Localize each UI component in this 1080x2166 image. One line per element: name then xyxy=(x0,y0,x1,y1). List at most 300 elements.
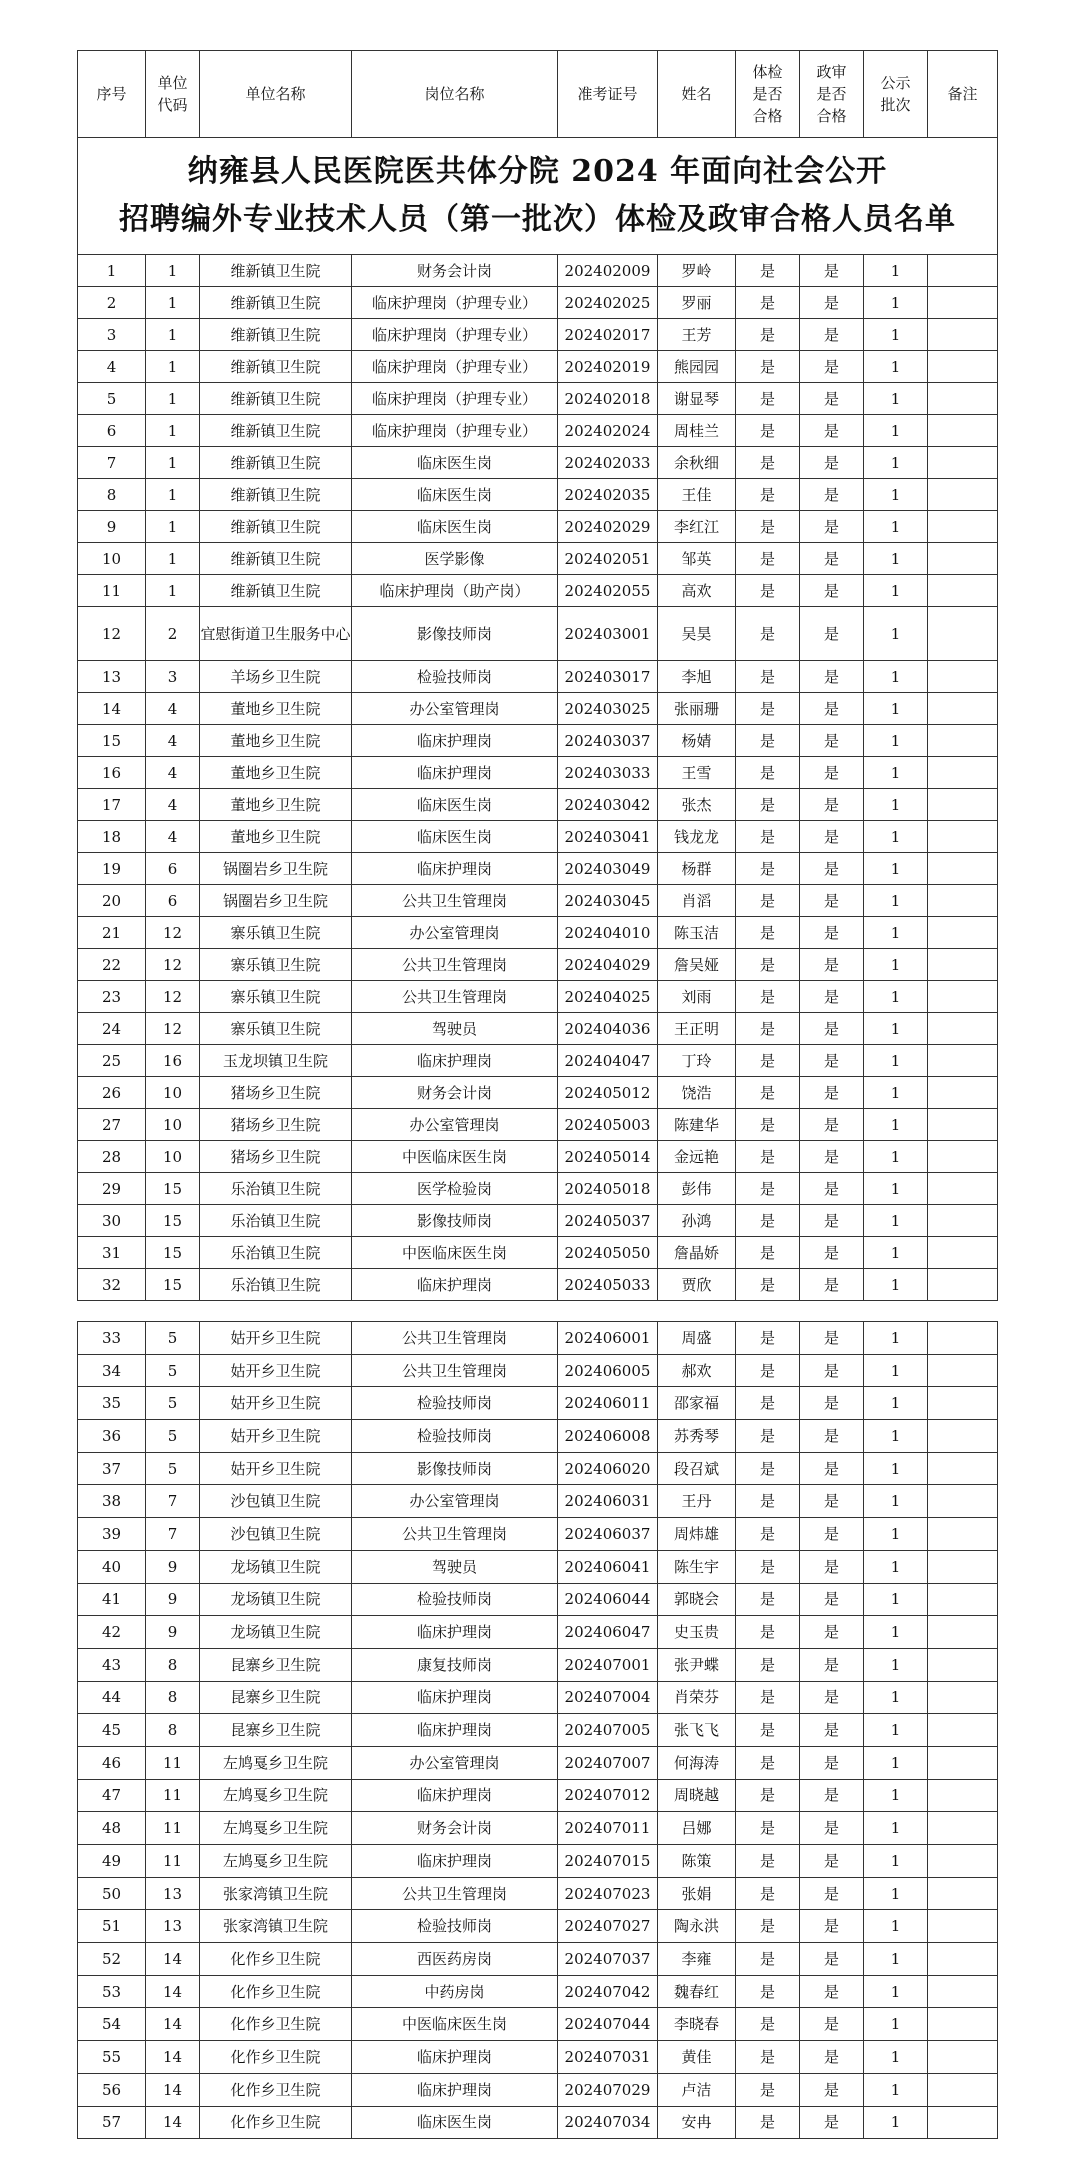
cell-unit-name: 化作乡卫生院 xyxy=(200,2008,352,2041)
cell-batch: 1 xyxy=(864,853,928,885)
cell-remarks xyxy=(928,885,998,917)
cell-unit-code: 15 xyxy=(146,1269,200,1301)
cell-unit-code: 5 xyxy=(146,1322,200,1355)
cell-unit-name: 姑开乡卫生院 xyxy=(200,1420,352,1453)
cell-unit-code: 4 xyxy=(146,757,200,789)
cell-post-name: 财务会计岗 xyxy=(352,255,558,287)
table-row xyxy=(78,757,998,789)
cell-exam-id: 202406020 xyxy=(558,1452,658,1485)
cell-unit-name: 左鸠戛乡卫生院 xyxy=(200,1779,352,1812)
column-header-post-name: 岗位名称 xyxy=(352,51,558,138)
cell-person-name: 高欢 xyxy=(658,575,736,607)
cell-political-review: 是 xyxy=(800,1141,864,1173)
cell-unit-code: 4 xyxy=(146,789,200,821)
cell-batch: 1 xyxy=(864,1109,928,1141)
cell-physical-exam: 是 xyxy=(736,1354,800,1387)
cell-political-review: 是 xyxy=(800,1452,864,1485)
cell-unit-code: 1 xyxy=(146,383,200,415)
cell-physical-exam: 是 xyxy=(736,351,800,383)
cell-person-name: 安冉 xyxy=(658,2106,736,2139)
cell-unit-code: 10 xyxy=(146,1141,200,1173)
cell-physical-exam: 是 xyxy=(736,1269,800,1301)
cell-person-name: 张杰 xyxy=(658,789,736,821)
cell-exam-id: 202403033 xyxy=(558,757,658,789)
cell-unit-code: 9 xyxy=(146,1616,200,1649)
cell-exam-id: 202406047 xyxy=(558,1616,658,1649)
cell-political-review: 是 xyxy=(800,1173,864,1205)
cell-physical-exam: 是 xyxy=(736,1077,800,1109)
cell-unit-name: 维新镇卫生院 xyxy=(200,287,352,319)
cell-exam-id: 202403042 xyxy=(558,789,658,821)
cell-unit-code: 1 xyxy=(146,415,200,447)
cell-remarks xyxy=(928,1237,998,1269)
cell-person-name: 魏春红 xyxy=(658,1975,736,2008)
cell-post-name: 检验技师岗 xyxy=(352,1583,558,1616)
cell-seq: 20 xyxy=(78,885,146,917)
cell-exam-id: 202405037 xyxy=(558,1205,658,1237)
cell-unit-code: 4 xyxy=(146,725,200,757)
cell-physical-exam: 是 xyxy=(736,949,800,981)
cell-person-name: 彭伟 xyxy=(658,1173,736,1205)
cell-unit-name: 寨乐镇卫生院 xyxy=(200,949,352,981)
cell-unit-name: 锅圈岩乡卫生院 xyxy=(200,885,352,917)
cell-batch: 1 xyxy=(864,1648,928,1681)
cell-person-name: 张娟 xyxy=(658,1877,736,1910)
cell-physical-exam: 是 xyxy=(736,1173,800,1205)
cell-unit-code: 13 xyxy=(146,1877,200,1910)
title-block xyxy=(78,138,998,255)
cell-exam-id: 202407023 xyxy=(558,1877,658,1910)
table-body-2 xyxy=(78,1322,998,2139)
cell-batch: 1 xyxy=(864,543,928,575)
table-row xyxy=(78,1387,998,1420)
cell-physical-exam: 是 xyxy=(736,479,800,511)
table-row xyxy=(78,1550,998,1583)
cell-unit-code: 5 xyxy=(146,1420,200,1453)
cell-person-name: 吴昊 xyxy=(658,607,736,661)
cell-remarks xyxy=(928,981,998,1013)
cell-unit-name: 左鸠戛乡卫生院 xyxy=(200,1845,352,1878)
cell-remarks xyxy=(928,543,998,575)
cell-exam-id: 202402018 xyxy=(558,383,658,415)
cell-post-name: 临床护理岗 xyxy=(352,1681,558,1714)
table-row xyxy=(78,1237,998,1269)
column-header-batch: 公示 批次 xyxy=(864,51,928,138)
cell-batch: 1 xyxy=(864,917,928,949)
cell-post-name: 财务会计岗 xyxy=(352,1812,558,1845)
cell-political-review: 是 xyxy=(800,757,864,789)
cell-person-name: 陈生宇 xyxy=(658,1550,736,1583)
cell-person-name: 李晓春 xyxy=(658,2008,736,2041)
cell-physical-exam: 是 xyxy=(736,1045,800,1077)
cell-post-name: 临床护理岗 xyxy=(352,2073,558,2106)
cell-unit-name: 维新镇卫生院 xyxy=(200,255,352,287)
cell-person-name: 卢洁 xyxy=(658,2073,736,2106)
cell-remarks xyxy=(928,853,998,885)
cell-physical-exam: 是 xyxy=(736,1746,800,1779)
cell-seq: 31 xyxy=(78,1237,146,1269)
cell-post-name: 办公室管理岗 xyxy=(352,1746,558,1779)
cell-exam-id: 202404029 xyxy=(558,949,658,981)
cell-person-name: 罗岭 xyxy=(658,255,736,287)
cell-person-name: 丁玲 xyxy=(658,1045,736,1077)
cell-unit-code: 14 xyxy=(146,2041,200,2074)
cell-physical-exam: 是 xyxy=(736,1877,800,1910)
cell-batch: 1 xyxy=(864,1141,928,1173)
roster-page-2 xyxy=(77,1321,997,2139)
cell-exam-id: 202406031 xyxy=(558,1485,658,1518)
table-row xyxy=(78,1452,998,1485)
cell-batch: 1 xyxy=(864,1205,928,1237)
cell-exam-id: 202403037 xyxy=(558,725,658,757)
cell-unit-name: 乐治镇卫生院 xyxy=(200,1205,352,1237)
cell-remarks xyxy=(928,821,998,853)
table-row xyxy=(78,1910,998,1943)
cell-political-review: 是 xyxy=(800,917,864,949)
cell-person-name: 王丹 xyxy=(658,1485,736,1518)
cell-physical-exam: 是 xyxy=(736,511,800,543)
cell-seq: 52 xyxy=(78,1943,146,1976)
table-row xyxy=(78,255,998,287)
cell-political-review: 是 xyxy=(800,351,864,383)
cell-exam-id: 202403017 xyxy=(558,661,658,693)
cell-batch: 1 xyxy=(864,255,928,287)
cell-post-name: 驾驶员 xyxy=(352,1550,558,1583)
cell-seq: 26 xyxy=(78,1077,146,1109)
cell-exam-id: 202406001 xyxy=(558,1322,658,1355)
cell-exam-id: 202406037 xyxy=(558,1518,658,1551)
cell-remarks xyxy=(928,383,998,415)
cell-post-name: 康复技师岗 xyxy=(352,1648,558,1681)
column-header-unit-code: 单位 代码 xyxy=(146,51,200,138)
cell-unit-name: 玉龙坝镇卫生院 xyxy=(200,1045,352,1077)
table-row xyxy=(78,351,998,383)
cell-person-name: 史玉贵 xyxy=(658,1616,736,1649)
cell-remarks xyxy=(928,447,998,479)
cell-seq: 50 xyxy=(78,1877,146,1910)
table-row xyxy=(78,1322,998,1355)
cell-remarks xyxy=(928,789,998,821)
cell-post-name: 医学检验岗 xyxy=(352,1173,558,1205)
cell-unit-code: 8 xyxy=(146,1681,200,1714)
table-row xyxy=(78,1354,998,1387)
cell-unit-name: 左鸠戛乡卫生院 xyxy=(200,1746,352,1779)
cell-batch: 1 xyxy=(864,1910,928,1943)
column-header-unit-name: 单位名称 xyxy=(200,51,352,138)
cell-post-name: 办公室管理岗 xyxy=(352,917,558,949)
cell-political-review: 是 xyxy=(800,1550,864,1583)
cell-physical-exam: 是 xyxy=(736,2041,800,2074)
cell-unit-code: 2 xyxy=(146,607,200,661)
cell-exam-id: 202407011 xyxy=(558,1812,658,1845)
cell-batch: 1 xyxy=(864,725,928,757)
column-header-physical-exam: 体检 是否 合格 xyxy=(736,51,800,138)
cell-political-review: 是 xyxy=(800,725,864,757)
cell-post-name: 影像技师岗 xyxy=(352,607,558,661)
cell-post-name: 西医药房岗 xyxy=(352,1943,558,1976)
table-row xyxy=(78,511,998,543)
cell-exam-id: 202406005 xyxy=(558,1354,658,1387)
cell-exam-id: 202407004 xyxy=(558,1681,658,1714)
cell-post-name: 检验技师岗 xyxy=(352,1910,558,1943)
cell-seq: 19 xyxy=(78,853,146,885)
cell-batch: 1 xyxy=(864,949,928,981)
cell-post-name: 临床护理岗 xyxy=(352,725,558,757)
cell-seq: 2 xyxy=(78,287,146,319)
cell-unit-name: 龙场镇卫生院 xyxy=(200,1583,352,1616)
cell-exam-id: 202402017 xyxy=(558,319,658,351)
cell-exam-id: 202402029 xyxy=(558,511,658,543)
cell-person-name: 邵家福 xyxy=(658,1387,736,1420)
cell-batch: 1 xyxy=(864,2073,928,2106)
cell-batch: 1 xyxy=(864,351,928,383)
cell-post-name: 临床医生岗 xyxy=(352,789,558,821)
cell-unit-name: 董地乡卫生院 xyxy=(200,821,352,853)
cell-physical-exam: 是 xyxy=(736,1420,800,1453)
cell-unit-code: 12 xyxy=(146,1013,200,1045)
cell-political-review: 是 xyxy=(800,661,864,693)
cell-political-review: 是 xyxy=(800,1812,864,1845)
table-row xyxy=(78,2106,998,2139)
cell-physical-exam: 是 xyxy=(736,543,800,575)
cell-exam-id: 202407029 xyxy=(558,2073,658,2106)
cell-unit-name: 张家湾镇卫生院 xyxy=(200,1910,352,1943)
cell-unit-name: 维新镇卫生院 xyxy=(200,511,352,543)
table-row xyxy=(78,447,998,479)
cell-person-name: 黄佳 xyxy=(658,2041,736,2074)
cell-exam-id: 202407034 xyxy=(558,2106,658,2139)
cell-seq: 24 xyxy=(78,1013,146,1045)
table-row xyxy=(78,1205,998,1237)
cell-remarks xyxy=(928,1077,998,1109)
cell-unit-name: 左鸠戛乡卫生院 xyxy=(200,1812,352,1845)
header-row xyxy=(78,51,998,138)
cell-physical-exam: 是 xyxy=(736,255,800,287)
cell-unit-name: 昆寨乡卫生院 xyxy=(200,1648,352,1681)
cell-person-name: 张丽珊 xyxy=(658,693,736,725)
cell-seq: 55 xyxy=(78,2041,146,2074)
cell-seq: 17 xyxy=(78,789,146,821)
table-row xyxy=(78,949,998,981)
cell-batch: 1 xyxy=(864,447,928,479)
cell-seq: 36 xyxy=(78,1420,146,1453)
cell-remarks xyxy=(928,1714,998,1747)
cell-remarks xyxy=(928,1845,998,1878)
cell-unit-name: 猪场乡卫生院 xyxy=(200,1109,352,1141)
cell-exam-id: 202407044 xyxy=(558,2008,658,2041)
cell-unit-name: 董地乡卫生院 xyxy=(200,757,352,789)
cell-unit-name: 沙包镇卫生院 xyxy=(200,1485,352,1518)
cell-political-review: 是 xyxy=(800,1681,864,1714)
cell-unit-name: 寨乐镇卫生院 xyxy=(200,981,352,1013)
title-line-2: 招聘编外专业技术人员（第一批次）体检及政审合格人员名单 xyxy=(119,202,956,237)
cell-remarks xyxy=(928,351,998,383)
cell-post-name: 公共卫生管理岗 xyxy=(352,1518,558,1551)
cell-unit-code: 3 xyxy=(146,661,200,693)
cell-remarks xyxy=(928,1877,998,1910)
cell-unit-code: 14 xyxy=(146,2008,200,2041)
cell-batch: 1 xyxy=(864,575,928,607)
cell-unit-code: 5 xyxy=(146,1452,200,1485)
cell-physical-exam: 是 xyxy=(736,2106,800,2139)
cell-batch: 1 xyxy=(864,2106,928,2139)
cell-political-review: 是 xyxy=(800,1746,864,1779)
cell-post-name: 临床护理岗 xyxy=(352,1845,558,1878)
cell-batch: 1 xyxy=(864,1779,928,1812)
table-row xyxy=(78,1877,998,1910)
cell-unit-code: 1 xyxy=(146,255,200,287)
cell-remarks xyxy=(928,1518,998,1551)
cell-seq: 16 xyxy=(78,757,146,789)
cell-post-name: 临床医生岗 xyxy=(352,2106,558,2139)
cell-exam-id: 202402035 xyxy=(558,479,658,511)
cell-post-name: 公共卫生管理岗 xyxy=(352,981,558,1013)
cell-unit-name: 姑开乡卫生院 xyxy=(200,1322,352,1355)
cell-post-name: 办公室管理岗 xyxy=(352,1485,558,1518)
cell-remarks xyxy=(928,1173,998,1205)
cell-unit-name: 猪场乡卫生院 xyxy=(200,1141,352,1173)
cell-exam-id: 202406041 xyxy=(558,1550,658,1583)
table-row xyxy=(78,1077,998,1109)
cell-seq: 29 xyxy=(78,1173,146,1205)
table-row xyxy=(78,1485,998,1518)
cell-post-name: 临床护理岗（护理专业） xyxy=(352,383,558,415)
table-row xyxy=(78,789,998,821)
cell-unit-code: 14 xyxy=(146,2106,200,2139)
cell-seq: 9 xyxy=(78,511,146,543)
cell-exam-id: 202407015 xyxy=(558,1845,658,1878)
cell-unit-name: 董地乡卫生院 xyxy=(200,725,352,757)
cell-remarks xyxy=(928,415,998,447)
cell-seq: 4 xyxy=(78,351,146,383)
cell-political-review: 是 xyxy=(800,287,864,319)
cell-exam-id: 202402019 xyxy=(558,351,658,383)
cell-physical-exam: 是 xyxy=(736,1943,800,1976)
cell-seq: 37 xyxy=(78,1452,146,1485)
cell-post-name: 公共卫生管理岗 xyxy=(352,1354,558,1387)
cell-seq: 12 xyxy=(78,607,146,661)
cell-batch: 1 xyxy=(864,1616,928,1649)
cell-post-name: 驾驶员 xyxy=(352,1013,558,1045)
cell-physical-exam: 是 xyxy=(736,1518,800,1551)
cell-post-name: 临床护理岗 xyxy=(352,2041,558,2074)
table-row xyxy=(78,1141,998,1173)
cell-remarks xyxy=(928,1583,998,1616)
cell-batch: 1 xyxy=(864,1173,928,1205)
cell-political-review: 是 xyxy=(800,1877,864,1910)
table-row xyxy=(78,853,998,885)
cell-post-name: 临床护理岗 xyxy=(352,853,558,885)
cell-political-review: 是 xyxy=(800,2073,864,2106)
cell-batch: 1 xyxy=(864,821,928,853)
cell-unit-name: 维新镇卫生院 xyxy=(200,575,352,607)
cell-physical-exam: 是 xyxy=(736,1779,800,1812)
cell-seq: 18 xyxy=(78,821,146,853)
cell-remarks xyxy=(928,757,998,789)
cell-exam-id: 202402009 xyxy=(558,255,658,287)
cell-physical-exam: 是 xyxy=(736,1237,800,1269)
cell-seq: 22 xyxy=(78,949,146,981)
cell-unit-name: 沙包镇卫生院 xyxy=(200,1518,352,1551)
table-row xyxy=(78,1518,998,1551)
cell-unit-name: 董地乡卫生院 xyxy=(200,789,352,821)
cell-remarks xyxy=(928,1269,998,1301)
cell-person-name: 谢显琴 xyxy=(658,383,736,415)
cell-post-name: 临床护理岗 xyxy=(352,1269,558,1301)
table-row xyxy=(78,1583,998,1616)
column-header-remarks: 备注 xyxy=(928,51,998,138)
cell-unit-name: 维新镇卫生院 xyxy=(200,479,352,511)
cell-unit-code: 9 xyxy=(146,1583,200,1616)
cell-physical-exam: 是 xyxy=(736,1322,800,1355)
cell-person-name: 苏秀琴 xyxy=(658,1420,736,1453)
cell-unit-code: 5 xyxy=(146,1354,200,1387)
cell-unit-code: 11 xyxy=(146,1779,200,1812)
cell-exam-id: 202407031 xyxy=(558,2041,658,2074)
cell-seq: 5 xyxy=(78,383,146,415)
cell-post-name: 中医临床医生岗 xyxy=(352,1237,558,1269)
cell-unit-code: 1 xyxy=(146,575,200,607)
cell-exam-id: 202403025 xyxy=(558,693,658,725)
cell-post-name: 临床医生岗 xyxy=(352,447,558,479)
cell-seq: 14 xyxy=(78,693,146,725)
cell-physical-exam: 是 xyxy=(736,607,800,661)
cell-batch: 1 xyxy=(864,1518,928,1551)
cell-batch: 1 xyxy=(864,1943,928,1976)
cell-remarks xyxy=(928,1387,998,1420)
cell-person-name: 詹吴娅 xyxy=(658,949,736,981)
cell-person-name: 陈建华 xyxy=(658,1109,736,1141)
cell-seq: 48 xyxy=(78,1812,146,1845)
cell-seq: 8 xyxy=(78,479,146,511)
cell-physical-exam: 是 xyxy=(736,287,800,319)
cell-physical-exam: 是 xyxy=(736,447,800,479)
table-row xyxy=(78,917,998,949)
cell-seq: 53 xyxy=(78,1975,146,2008)
cell-physical-exam: 是 xyxy=(736,1485,800,1518)
cell-physical-exam: 是 xyxy=(736,1141,800,1173)
table-row xyxy=(78,1681,998,1714)
cell-political-review: 是 xyxy=(800,1518,864,1551)
table-row xyxy=(78,725,998,757)
cell-person-name: 张尹蝶 xyxy=(658,1648,736,1681)
table-row xyxy=(78,1845,998,1878)
cell-physical-exam: 是 xyxy=(736,415,800,447)
cell-exam-id: 202404036 xyxy=(558,1013,658,1045)
cell-physical-exam: 是 xyxy=(736,725,800,757)
cell-political-review: 是 xyxy=(800,1583,864,1616)
cell-post-name: 医学影像 xyxy=(352,543,558,575)
cell-post-name: 公共卫生管理岗 xyxy=(352,1322,558,1355)
cell-physical-exam: 是 xyxy=(736,1714,800,1747)
cell-political-review: 是 xyxy=(800,1013,864,1045)
cell-unit-code: 9 xyxy=(146,1550,200,1583)
cell-remarks xyxy=(928,949,998,981)
cell-political-review: 是 xyxy=(800,1322,864,1355)
cell-person-name: 王雪 xyxy=(658,757,736,789)
cell-person-name: 陈策 xyxy=(658,1845,736,1878)
cell-political-review: 是 xyxy=(800,853,864,885)
cell-seq: 33 xyxy=(78,1322,146,1355)
cell-physical-exam: 是 xyxy=(736,1109,800,1141)
cell-physical-exam: 是 xyxy=(736,1975,800,2008)
cell-political-review: 是 xyxy=(800,1077,864,1109)
cell-political-review: 是 xyxy=(800,2106,864,2139)
cell-seq: 35 xyxy=(78,1387,146,1420)
table-row xyxy=(78,981,998,1013)
cell-exam-id: 202406011 xyxy=(558,1387,658,1420)
table-row xyxy=(78,479,998,511)
